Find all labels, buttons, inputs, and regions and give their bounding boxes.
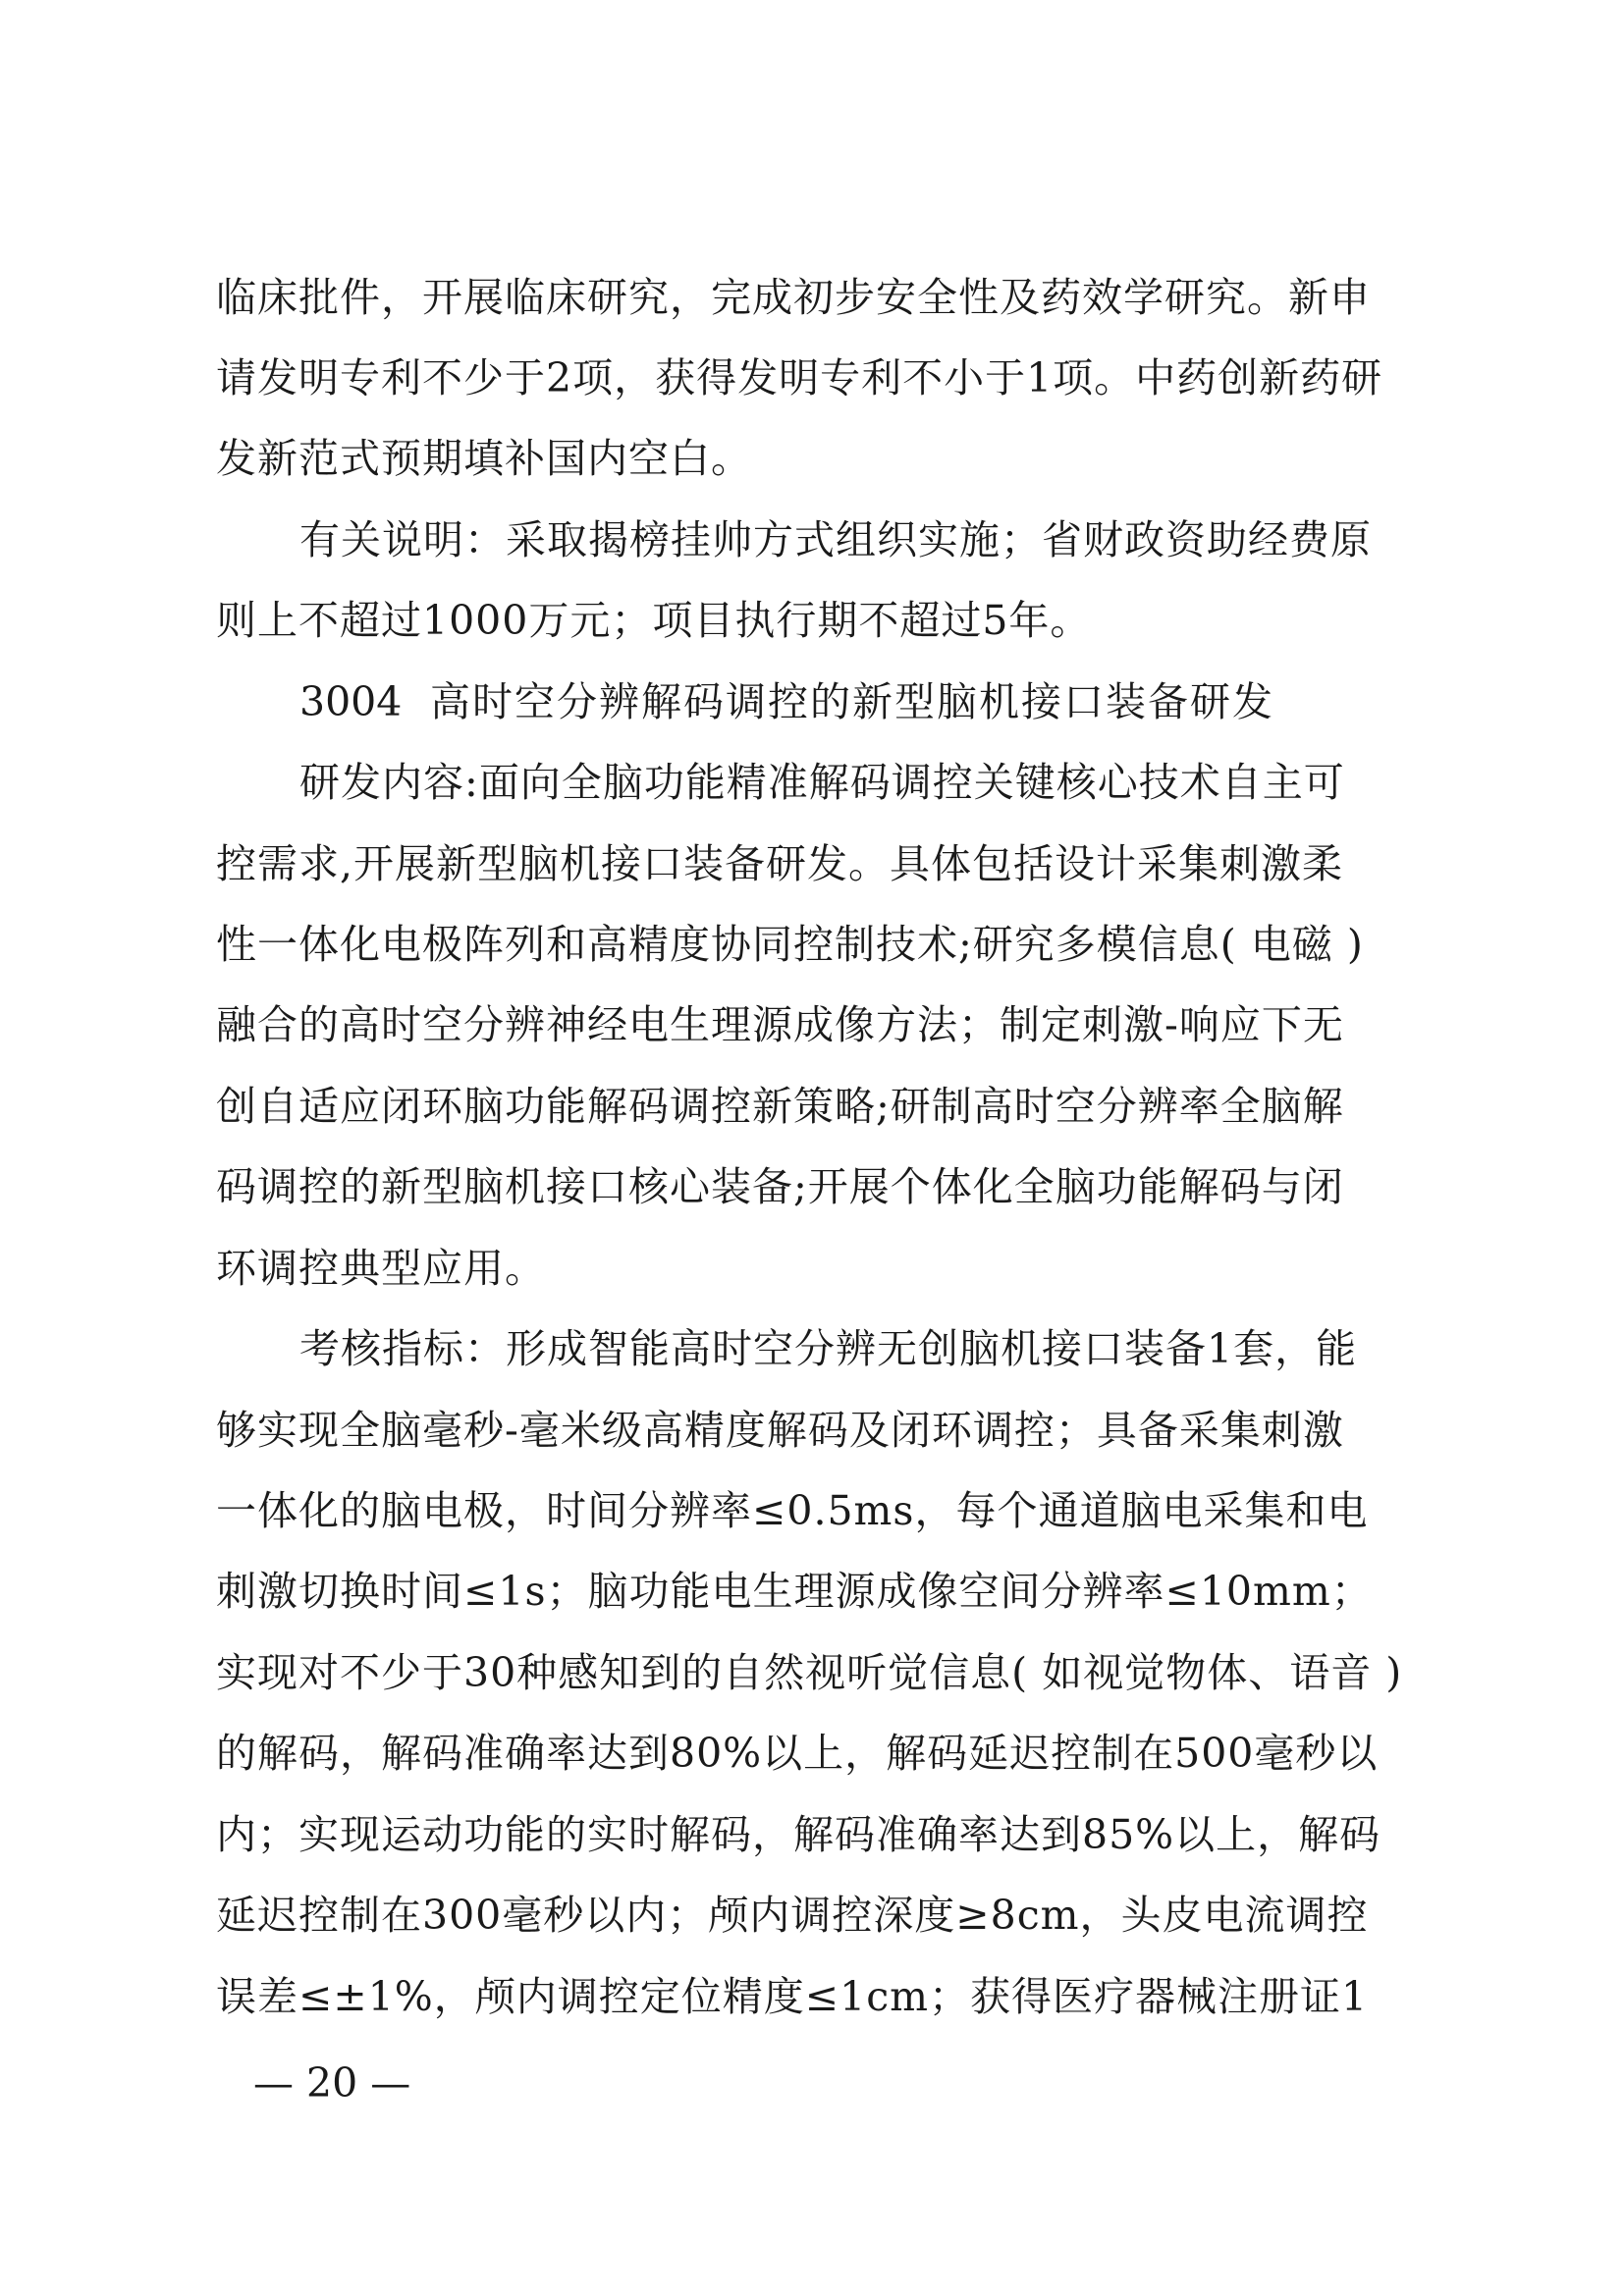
text-line: 发新范式预期填补国内空白。 <box>216 435 752 482</box>
text-line: 研发内容:面向全脑功能精准解码调控关键核心技术自主可 <box>299 759 1345 806</box>
text-line: 的解码，解码准确率达到80%以上，解码延迟控制在500毫秒以 <box>216 1730 1379 1777</box>
text-line: 误差≤±1%，颅内调控定位精度≤1cm；获得医疗器械注册证1 <box>216 1973 1369 2020</box>
text-line: 够实现全脑毫秒-毫米级高精度解码及闭环调控；具备采集刺激 <box>216 1407 1344 1454</box>
text-line: 延迟控制在300毫秒以内；颅内调控深度≥8cm，头皮电流调控 <box>216 1892 1369 1939</box>
text-line: 考核指标：形成智能高时空分辨无创脑机接口装备1套，能 <box>299 1325 1358 1372</box>
text-line: 环调控典型应用。 <box>216 1245 546 1292</box>
section-title: 高时空分辨解码调控的新型脑机接口装备研发 <box>430 678 1274 725</box>
section-number: 3004 <box>299 678 403 725</box>
text-line: 有关说明：采取揭榜挂帅方式组织实施；省财政资助经费原 <box>299 516 1372 563</box>
page-number: — 20 — <box>253 2059 411 2107</box>
text-line: 请发明专利不少于2项，获得发明专利不小于1项。中药创新药研 <box>216 354 1383 401</box>
text-line: 则上不超过1000万元；项目执行期不超过5年。 <box>216 597 1092 644</box>
text-line: 临床批件，开展临床研究，完成初步安全性及药效学研究。新申 <box>216 274 1371 321</box>
text-line: 刺激切换时间≤1s；脑功能电生理源成像空间分辨率≤10mm； <box>216 1568 1373 1615</box>
text-line: 码调控的新型脑机接口核心装备;开展个体化全脑功能解码与闭 <box>216 1163 1344 1210</box>
text-line: 融合的高时空分辨神经电生理源成像方法；制定刺激-响应下无 <box>216 1001 1344 1048</box>
text-line: 控需求,开展新型脑机接口装备研发。具体包括设计采集刺激柔 <box>216 840 1344 887</box>
text-line: 创自适应闭环脑功能解码调控新策略;研制高时空分辨率全脑解 <box>216 1083 1344 1130</box>
text-line: 内；实现运动功能的实时解码，解码准确率达到85%以上，解码 <box>216 1811 1381 1858</box>
text-line: 一体化的脑电极，时间分辨率≤0.5ms，每个通道脑电采集和电 <box>216 1487 1369 1534</box>
text-line: 性一体化电极阵列和高精度协同控制技术;研究多模信息( 电磁 ) <box>216 921 1364 968</box>
text-line: 实现对不少于30种感知到的自然视听觉信息( 如视觉物体、语音 ) <box>216 1649 1403 1696</box>
